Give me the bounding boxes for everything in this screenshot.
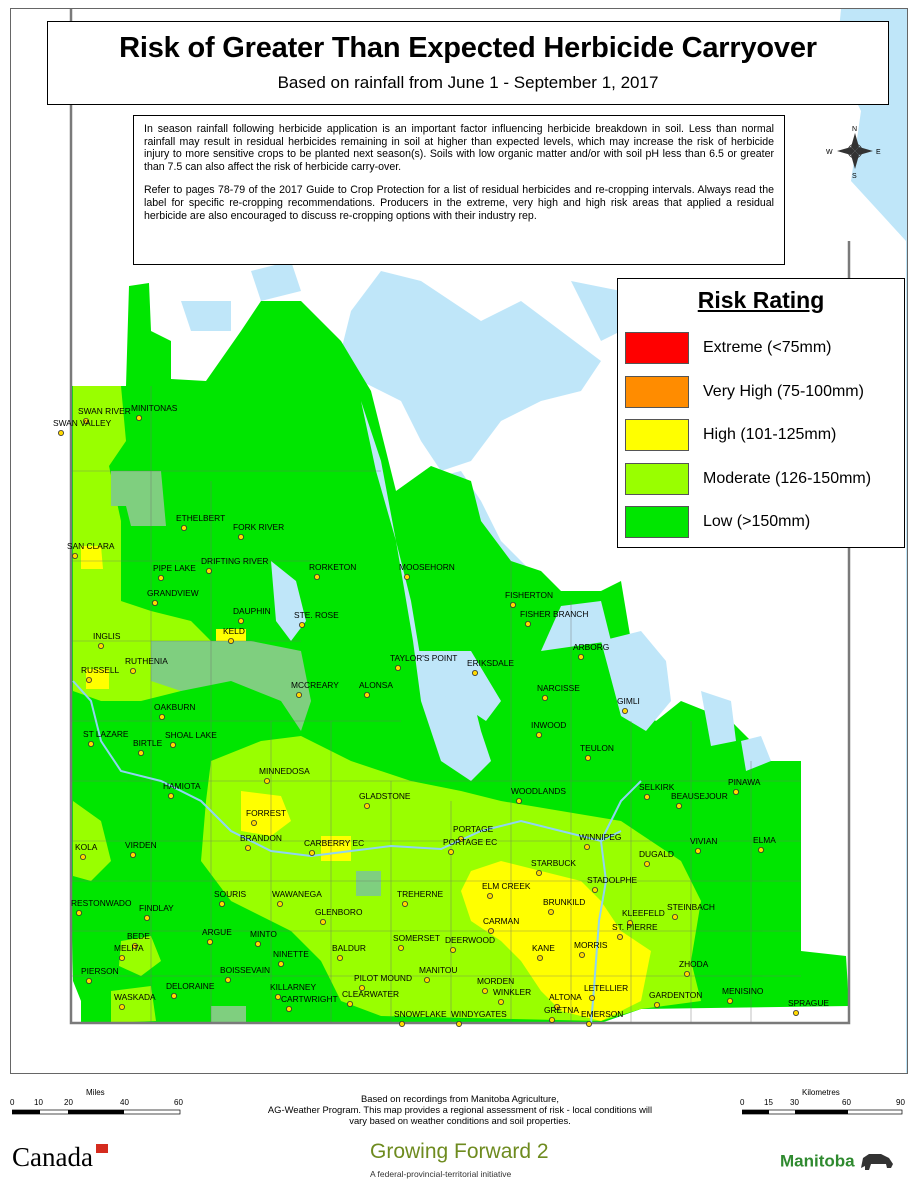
place-label: DELORAINE	[166, 981, 215, 991]
place-label: STE. ROSE	[294, 610, 339, 620]
place-marker-icon	[72, 553, 77, 558]
miles-tick-20: 20	[64, 1098, 73, 1107]
place-label: SWAN VALLEY	[53, 418, 112, 428]
place-label: SWAN RIVER	[78, 406, 131, 416]
legend-swatch-extreme	[625, 332, 689, 364]
place-label: GARDENTON	[649, 990, 703, 1000]
place-marker-icon	[592, 887, 597, 892]
place-label: MELITA	[114, 943, 144, 953]
place-label: PIPE LAKE	[153, 563, 196, 573]
place-label: MOOSEHORN	[399, 562, 455, 572]
place-marker-icon	[793, 1010, 798, 1015]
place-marker-icon	[278, 961, 283, 966]
info-box	[133, 115, 785, 265]
place-marker-icon	[299, 622, 304, 627]
place-marker-icon	[404, 574, 409, 579]
place-marker-icon	[654, 1002, 659, 1007]
compass-s: S	[852, 173, 857, 180]
place-label: INWOOD	[531, 720, 567, 730]
place-marker-icon	[510, 602, 515, 607]
km-tick-30: 30	[790, 1098, 799, 1107]
place-marker-icon	[158, 575, 163, 580]
legend-item-low	[625, 505, 810, 539]
legend-label-low: Low (>150mm)	[703, 513, 811, 530]
place-marker-icon	[472, 670, 477, 675]
place-marker-icon	[525, 621, 530, 626]
compass-e: E	[876, 149, 881, 156]
place-marker-icon	[589, 995, 594, 1000]
place-marker-icon	[424, 977, 429, 982]
canada-wordmark-text: Canada	[12, 1142, 93, 1172]
map-subtitle: Based on rainfall from June 1 - September 1, 2017	[277, 73, 659, 92]
place-label: CARMAN	[483, 916, 520, 926]
place-label: WOODLANDS	[511, 786, 566, 796]
place-label: RESTONWADO	[71, 898, 132, 908]
place-marker-icon	[337, 955, 342, 960]
place-label: SOURIS	[214, 889, 247, 899]
place-label: STADOLPHE	[587, 875, 638, 885]
legend-label-moderate: Moderate (126-150mm)	[703, 470, 872, 487]
place-marker-icon	[130, 668, 135, 673]
place-label: HAMIOTA	[163, 781, 201, 791]
place-marker-icon	[536, 870, 541, 875]
place-marker-icon	[275, 994, 280, 999]
place-marker-icon	[171, 993, 176, 998]
place-label: KILLARNEY	[270, 982, 317, 992]
place-label: MINITONAS	[131, 403, 178, 413]
place-label: ST LAZARE	[83, 729, 129, 739]
place-marker-icon	[277, 901, 282, 906]
legend-item-high	[625, 418, 836, 452]
km-tick-90: 90	[896, 1098, 905, 1107]
place-marker-icon	[58, 430, 63, 435]
place-label: BRANDON	[240, 833, 282, 843]
km-scale-bar	[742, 1107, 908, 1119]
place-marker-icon	[76, 910, 81, 915]
place-label: SELKIRK	[639, 782, 675, 792]
place-marker-icon	[207, 939, 212, 944]
place-label: GLENBORO	[315, 907, 363, 917]
place-label: FISHER BRANCH	[520, 609, 589, 619]
place-marker-icon	[549, 1017, 554, 1022]
place-label: DAUPHIN	[233, 606, 271, 616]
place-label: WINNIPEG	[579, 832, 622, 842]
place-label: PIERSON	[81, 966, 119, 976]
place-marker-icon	[364, 803, 369, 808]
place-label: MENISINO	[722, 986, 764, 996]
place-marker-icon	[644, 794, 649, 799]
place-marker-icon	[255, 941, 260, 946]
km-tick-60: 60	[842, 1098, 851, 1107]
place-label: GLADSTONE	[359, 791, 411, 801]
place-marker-icon	[144, 915, 149, 920]
place-marker-icon	[138, 750, 143, 755]
place-label: SAN CLARA	[67, 541, 115, 551]
place-label: SHOAL LAKE	[165, 730, 217, 740]
place-marker-icon	[314, 574, 319, 579]
info-paragraph-1: In season rainfall following herbicide application is an important factor influencing herbicide breakdown in soil. Less than normal rainfall may result in residual herbicides remaining in soil at higher than expected levels, which may increase the risk of herbicide injury to more sensitive crops to be planted next season(s). Soils with low organic matter and/or with soil pH less than 6.5 or greater than 7.5 can also affect the risk of herbicide carry-over.	[144, 123, 774, 173]
place-label: KOLA	[75, 842, 98, 852]
canada-flag-icon	[96, 1144, 108, 1153]
footer-note-line-2: AG-Weather Program. This map provides a regional assessment of risk - local conditions will	[267, 1104, 653, 1115]
legend-item-very-high	[625, 375, 864, 409]
km-tick-15: 15	[764, 1098, 773, 1107]
place-label: KELD	[223, 626, 245, 636]
place-marker-icon	[320, 919, 325, 924]
place-label: CARTWRIGHT	[281, 994, 338, 1004]
miles-tick-60: 60	[174, 1098, 183, 1107]
place-label: ST. PIERRE	[612, 922, 658, 932]
miles-tick-10: 10	[34, 1098, 43, 1107]
km-tick-0: 0	[740, 1098, 745, 1107]
place-label: WINDYGATES	[451, 1009, 507, 1019]
place-marker-icon	[536, 732, 541, 737]
place-label: PILOT MOUND	[354, 973, 413, 983]
place-label: TREHERNE	[397, 889, 444, 899]
place-marker-icon	[238, 618, 243, 623]
place-marker-icon	[586, 1021, 591, 1026]
place-marker-icon	[86, 978, 91, 983]
canada-wordmark	[12, 1142, 108, 1173]
place-label: FORREST	[246, 808, 287, 818]
manitoba-logo	[780, 1150, 895, 1174]
place-label: BEAUSEJOUR	[671, 791, 728, 801]
legend-swatch-low	[625, 506, 689, 538]
place-marker-icon	[456, 1021, 461, 1026]
legend-title: Risk Rating	[697, 287, 825, 313]
legend-label-extreme: Extreme (<75mm)	[703, 339, 832, 356]
place-marker-icon	[617, 934, 622, 939]
place-label: KANE	[532, 943, 555, 953]
bison-icon	[859, 1150, 895, 1174]
place-label: VIRDEN	[125, 840, 157, 850]
place-label: WAWANEGA	[272, 889, 322, 899]
place-marker-icon	[579, 952, 584, 957]
place-label: ELMA	[753, 835, 776, 845]
place-label: MCCREARY	[291, 680, 339, 690]
growing-forward-subtitle: A federal-provincial-territorial initiative	[370, 1169, 512, 1179]
place-label: NARCISSE	[537, 683, 580, 693]
place-marker-icon	[498, 999, 503, 1004]
place-marker-icon	[86, 677, 91, 682]
place-marker-icon	[684, 971, 689, 976]
km-scale-title: Kilometres	[802, 1088, 840, 1097]
legend-item-extreme	[625, 331, 831, 365]
place-marker-icon	[136, 415, 141, 420]
place-label: BEDE	[127, 931, 150, 941]
place-label: PORTAGE	[453, 824, 494, 834]
place-marker-icon	[622, 708, 627, 713]
place-label: ELM CREEK	[482, 881, 531, 891]
place-label: GRANDVIEW	[147, 588, 199, 598]
place-label: ERIKSDALE	[467, 658, 515, 668]
place-label: CLEARWATER	[342, 989, 400, 999]
place-marker-icon	[727, 998, 732, 1003]
place-marker-icon	[578, 654, 583, 659]
place-marker-icon	[296, 692, 301, 697]
place-marker-icon	[695, 848, 700, 853]
map-frame	[10, 8, 908, 1074]
place-marker-icon	[286, 1006, 291, 1011]
place-marker-icon	[309, 850, 314, 855]
place-marker-icon	[537, 955, 542, 960]
place-marker-icon	[448, 849, 453, 854]
place-label: SPRAGUE	[788, 998, 829, 1008]
place-marker-icon	[80, 854, 85, 859]
place-label: NINETTE	[273, 949, 309, 959]
place-marker-icon	[206, 568, 211, 573]
place-label: ZHODA	[679, 959, 709, 969]
place-label: GRETNA	[544, 1005, 579, 1015]
place-label: ALONSA	[359, 680, 393, 690]
place-marker-icon	[219, 901, 224, 906]
place-marker-icon	[516, 798, 521, 803]
legend	[617, 278, 905, 548]
place-label: EMERSON	[581, 1009, 624, 1019]
place-marker-icon	[672, 914, 677, 919]
place-label: PINAWA	[728, 777, 761, 787]
place-label: VIVIAN	[690, 836, 718, 846]
place-label: RORKETON	[309, 562, 357, 572]
place-marker-icon	[542, 695, 547, 700]
place-label: MINNEDOSA	[259, 766, 310, 776]
place-marker-icon	[168, 793, 173, 798]
place-marker-icon	[130, 852, 135, 857]
place-marker-icon	[238, 534, 243, 539]
place-label: SOMERSET	[393, 933, 440, 943]
footer-note-line-3: vary based on weather conditions and soil properties.	[349, 1115, 571, 1126]
place-label: ARBORG	[573, 642, 610, 652]
place-label: INGLIS	[93, 631, 121, 641]
place-label: MORDEN	[477, 976, 515, 986]
place-marker-icon	[181, 525, 186, 530]
place-marker-icon	[450, 947, 455, 952]
legend-label-very-high: Very High (75-100mm)	[703, 383, 864, 400]
map-title: Risk of Greater Than Expected Herbicide Carryover	[119, 32, 817, 64]
place-label: STEINBACH	[667, 902, 715, 912]
place-marker-icon	[152, 600, 157, 605]
place-label: BOISSEVAIN	[220, 965, 271, 975]
place-label: MANITOU	[419, 965, 458, 975]
place-label: ARGUE	[202, 927, 232, 937]
place-label: WINKLER	[493, 987, 532, 997]
place-label: CARBERRY EC	[304, 838, 365, 848]
place-label: RUSSELL	[81, 665, 120, 675]
place-label: MINTO	[250, 929, 277, 939]
growing-forward-logo: Growing Forward 2	[370, 1140, 549, 1163]
miles-tick-40: 40	[120, 1098, 129, 1107]
place-marker-icon	[644, 861, 649, 866]
place-marker-icon	[487, 893, 492, 898]
compass-n: N	[852, 126, 858, 133]
place-marker-icon	[488, 928, 493, 933]
place-label: FINDLAY	[139, 903, 174, 913]
place-marker-icon	[758, 847, 763, 852]
place-marker-icon	[548, 909, 553, 914]
place-marker-icon	[251, 820, 256, 825]
place-marker-icon	[119, 955, 124, 960]
place-marker-icon	[402, 901, 407, 906]
place-label: BALDUR	[332, 943, 366, 953]
place-label: TAYLOR'S POINT	[390, 653, 458, 663]
manitoba-logo-text: Manitoba	[780, 1151, 855, 1171]
place-label: FISHERTON	[505, 590, 554, 600]
place-label: MORRIS	[574, 940, 608, 950]
miles-scale-bar	[12, 1107, 184, 1119]
place-label: BRUNKILD	[543, 897, 586, 907]
place-marker-icon	[88, 741, 93, 746]
place-label: GIMLI	[617, 696, 640, 706]
place-marker-icon	[170, 742, 175, 747]
place-marker-icon	[347, 1001, 352, 1006]
place-marker-icon	[399, 1021, 404, 1026]
place-marker-icon	[225, 977, 230, 982]
place-marker-icon	[159, 714, 164, 719]
place-marker-icon	[119, 1004, 124, 1009]
place-marker-icon	[395, 665, 400, 670]
title-box	[47, 21, 889, 105]
place-marker-icon	[245, 845, 250, 850]
place-label: LETELLIER	[584, 983, 629, 993]
footer-note	[230, 1093, 690, 1126]
miles-tick-0: 0	[10, 1098, 15, 1107]
place-label: DEERWOOD	[445, 935, 496, 945]
place-label: OAKBURN	[154, 702, 196, 712]
place-label: PORTAGE EC	[443, 837, 498, 847]
legend-swatch-moderate	[625, 463, 689, 495]
place-label: DRIFTING RIVER	[201, 556, 269, 566]
legend-item-moderate	[625, 462, 871, 496]
place-label: ETHELBERT	[176, 513, 226, 523]
compass-w: W	[826, 149, 833, 156]
place-label: KLEEFELD	[622, 908, 665, 918]
place-marker-icon	[398, 945, 403, 950]
legend-label-high: High (101-125mm)	[703, 426, 837, 443]
place-label: ALTONA	[549, 992, 582, 1002]
place-marker-icon	[482, 988, 487, 993]
place-marker-icon	[733, 789, 738, 794]
place-label: SNOWFLAKE	[394, 1009, 447, 1019]
place-marker-icon	[98, 643, 103, 648]
place-label: STARBUCK	[531, 858, 576, 868]
footer-note-line-1: Based on recordings from Manitoba Agriculture,	[360, 1093, 560, 1104]
place-label: TEULON	[580, 743, 614, 753]
place-marker-icon	[585, 755, 590, 760]
place-label: FORK RIVER	[233, 522, 285, 532]
place-marker-icon	[364, 692, 369, 697]
place-label: DUGALD	[639, 849, 674, 859]
place-marker-icon	[264, 778, 269, 783]
place-label: WASKADA	[114, 992, 156, 1002]
info-paragraph-2: Refer to pages 78-79 of the 2017 Guide to Crop Protection for a list of residual herbicides and re-cropping intervals. Always read the label for specific re-cropping recommendations. Producers in the extreme, very high and high risk areas that applied a residual herbicide are also encouraged to discuss re-cropping options with their industry rep.	[144, 184, 774, 222]
place-marker-icon	[676, 803, 681, 808]
legend-swatch-high	[625, 419, 689, 451]
place-marker-icon	[584, 844, 589, 849]
legend-swatch-very-high	[625, 376, 689, 408]
miles-scale-title: Miles	[86, 1088, 105, 1097]
place-label: BIRTLE	[133, 738, 163, 748]
place-marker-icon	[228, 638, 233, 643]
place-label: RUTHENIA	[125, 656, 168, 666]
